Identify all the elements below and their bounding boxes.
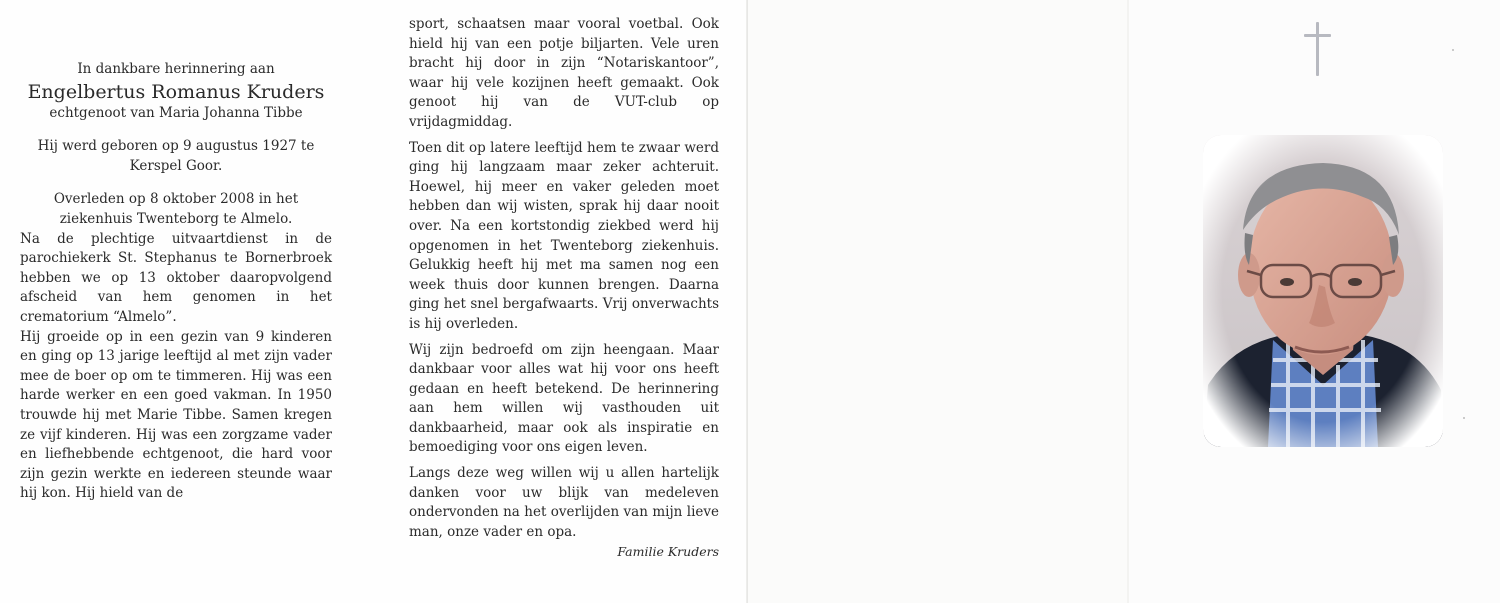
family-signature: Familie Kruders — [617, 544, 719, 560]
portrait-photo — [1203, 135, 1443, 447]
card-fold — [746, 0, 748, 603]
life-paragraph: Hij groeide op in een gezin van 9 kinderen en ging op 13 jarige leeftijd al met zijn vader mee de boer op om te timmeren. Hij was een harde werker en een goed vakman. In 1950 trouwde hij met Marie Tibbe. Samen kregen ze vijf kinderen. Hij was een zorgzame vader en liefhebbende echtgenoot, die hard voor zijn gezin werkte en iedereen steunde waar hij kon. Hij hield van de — [20, 328, 332, 502]
blank-panel — [748, 0, 1128, 603]
funeral-paragraph: Na de plechtige uitvaartdienst in de parochiekerk St. Stephanus te Bornerbroek hebben we op 13 oktober daaropvolgend afscheid van hem genomen in het crematorium “Almelo”. — [20, 230, 332, 325]
birth-place: Kerspel Goor. — [129, 157, 223, 174]
paper-speck — [1463, 417, 1465, 419]
memorial-text-right — [409, 15, 719, 562]
spouse-line: echtgenoot van Maria Johanna Tibbe — [49, 104, 303, 121]
card-fold-right — [1127, 0, 1129, 603]
birth-line: Hij werd geboren op 9 augustus 1927 te — [37, 138, 315, 155]
intro-text: In dankbare herinnering aan — [77, 61, 275, 77]
hobbies-paragraph: sport, schaatsen maar vooral voetbal. Ook hield hij van een potje biljarten. Vele uren bracht hij door in zijn “Notariskantoor”, waar hij vele kozijnen heeft gemaakt. Ook genoot hij van de VUT-club op vrijdagmiddag. — [409, 16, 719, 130]
death-place: ziekenhuis Twenteborg te Almelo. — [59, 210, 293, 227]
deceased-name: Engelbertus Romanus Kruders — [27, 80, 325, 103]
paper-speck — [1452, 49, 1454, 51]
death-line: Overleden op 8 oktober 2008 in het — [53, 191, 299, 208]
birth-info — [20, 137, 332, 176]
illness-paragraph: Toen dit op latere leeftijd hem te zwaar werd ging hij langzaam maar zeker achteruit. Hoewel, hij meer en vaker geleden moet hebben dan wij wisten, sprak hij daar nooit over. Na een kortstondig ziekbed werd hij opgenomen in het Twenteborg ziekenhuis. Gelukkig heeft hij met ma samen nog een week thuis door kunnen brengen. Daarna ging het snel bergafwaarts. Vrij onverwachts is hij overleden. — [409, 139, 719, 332]
memorial-text-left — [20, 60, 332, 504]
thanks-paragraph: Langs deze weg willen wij u allen hartelijk danken voor uw blijk van medeleven ondervonden na het overlijden van mijn lieve man, onze vader en opa. — [409, 465, 719, 540]
cross-icon — [1298, 20, 1338, 80]
death-info — [20, 190, 332, 229]
gratitude-paragraph: Wij zijn bedroefd om zijn heengaan. Maar dankbaar voor alles wat hij voor ons heeft gedaan en heeft betekend. De herinnering aan hem willen wij vasthouden uit dankbaarheid, maar ook als inspiratie en bemoediging voor ons eigen leven. — [409, 341, 719, 456]
